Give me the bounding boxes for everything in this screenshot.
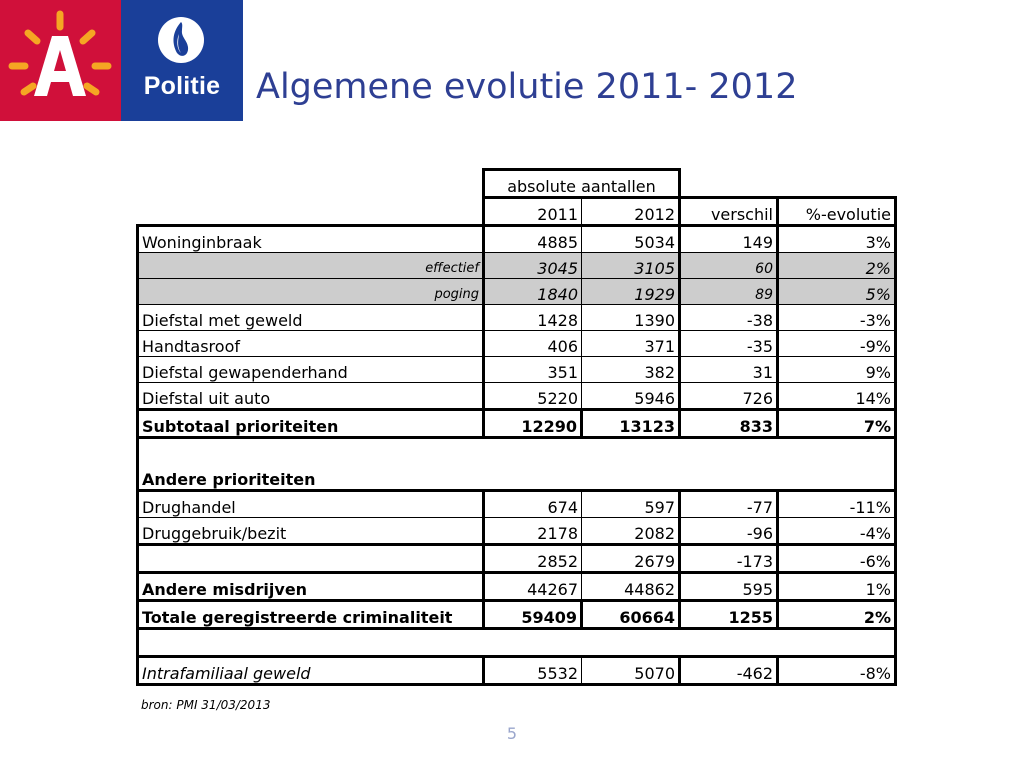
- cell-evolutie: -6%: [778, 545, 896, 573]
- row-label: Woninginbraak: [138, 226, 484, 253]
- cell-evolutie: 5%: [778, 279, 896, 305]
- col-2012: 2012: [582, 198, 680, 226]
- cell-2012: 60664: [582, 601, 680, 629]
- table-row: [138, 573, 896, 601]
- cell-2012: 5946: [582, 383, 680, 410]
- row-label: Handtasroof: [138, 331, 484, 357]
- cell-2011: 5532: [484, 657, 582, 685]
- row-label: Andere misdrijven: [138, 573, 484, 601]
- criminality-table: [136, 168, 897, 686]
- row-label: Druggebruik/bezit: [138, 518, 484, 545]
- section-header-row: [138, 438, 896, 491]
- cell-2011: 674: [484, 491, 582, 518]
- row-label: Diefstal uit auto: [138, 383, 484, 410]
- cell-2012: 2082: [582, 518, 680, 545]
- table-row: [138, 383, 896, 410]
- slide-title: Algemene evolutie 2011- 2012: [256, 67, 798, 107]
- cell-2011: 59409: [484, 601, 582, 629]
- section-header-andere-prioriteiten: Andere prioriteiten: [138, 438, 896, 491]
- row-label: poging: [138, 279, 484, 305]
- antwerpen-a-sun-icon: [0, 0, 121, 121]
- cell-2012: 3105: [582, 253, 680, 279]
- cell-2012: 5070: [582, 657, 680, 685]
- cell-2011: 2178: [484, 518, 582, 545]
- cell-verschil: -96: [680, 518, 778, 545]
- cell-2011: 2852: [484, 545, 582, 573]
- row-label: effectief: [138, 253, 484, 279]
- cell-2012: 1929: [582, 279, 680, 305]
- cell-verschil: 833: [680, 410, 778, 438]
- cell-verschil: -38: [680, 305, 778, 331]
- cell-2011: 406: [484, 331, 582, 357]
- cell-2011: 4885: [484, 226, 582, 253]
- cell-2011: 12290: [484, 410, 582, 438]
- column-header-row: [138, 198, 896, 226]
- group-header-absolute: absolute aantallen: [484, 170, 680, 198]
- cell-verschil: 595: [680, 573, 778, 601]
- cell-evolutie: 2%: [778, 601, 896, 629]
- cell-2012: 5034: [582, 226, 680, 253]
- cell-verschil: 60: [680, 253, 778, 279]
- row-label: [138, 545, 484, 573]
- cell-evolutie: 7%: [778, 410, 896, 438]
- table-row: [138, 491, 896, 518]
- cell-evolutie: 1%: [778, 573, 896, 601]
- row-label: Diefstal gewapenderhand: [138, 357, 484, 383]
- cell-verschil: 1255: [680, 601, 778, 629]
- cell-verschil: 149: [680, 226, 778, 253]
- table-row: [138, 518, 896, 545]
- cell-evolutie: 9%: [778, 357, 896, 383]
- table-row: [138, 331, 896, 357]
- cell-2012: 371: [582, 331, 680, 357]
- table-row: [138, 226, 896, 253]
- row-label: Totale geregistreerde criminaliteit: [138, 601, 484, 629]
- cell-2011: 3045: [484, 253, 582, 279]
- cell-evolutie: -11%: [778, 491, 896, 518]
- cell-2011: 5220: [484, 383, 582, 410]
- cell-2012: 382: [582, 357, 680, 383]
- cell-2011: 44267: [484, 573, 582, 601]
- cell-2012: 1390: [582, 305, 680, 331]
- cell-evolutie: -8%: [778, 657, 896, 685]
- cell-evolutie: -3%: [778, 305, 896, 331]
- cell-verschil: -173: [680, 545, 778, 573]
- cell-2011: 1428: [484, 305, 582, 331]
- cell-2011: 351: [484, 357, 582, 383]
- row-label: Diefstal met geweld: [138, 305, 484, 331]
- col-verschil: verschil: [680, 198, 778, 226]
- cell-2012: 2679: [582, 545, 680, 573]
- flame-icon: [121, 0, 243, 70]
- cell-evolutie: -9%: [778, 331, 896, 357]
- spacer-row: [138, 629, 896, 657]
- cell-verschil: 31: [680, 357, 778, 383]
- cell-verschil: -77: [680, 491, 778, 518]
- politie-label: Politie: [143, 72, 221, 100]
- cell-2012: 13123: [582, 410, 680, 438]
- table-row: [138, 279, 896, 305]
- page-number: 5: [506, 724, 518, 743]
- table-row: [138, 545, 896, 573]
- table-row: [138, 253, 896, 279]
- cell-verschil: 89: [680, 279, 778, 305]
- cell-evolutie: -4%: [778, 518, 896, 545]
- row-label: Intrafamiliaal geweld: [138, 657, 484, 685]
- politie-logo: [121, 0, 243, 121]
- empty-cell: [138, 629, 896, 657]
- cell-2012: 597: [582, 491, 680, 518]
- table-row: [138, 657, 896, 685]
- cell-evolutie: 14%: [778, 383, 896, 410]
- table-row: [138, 357, 896, 383]
- row-label: Subtotaal prioriteiten: [138, 410, 484, 438]
- cell-verschil: -35: [680, 331, 778, 357]
- cell-2012: 44862: [582, 573, 680, 601]
- cell-verschil: -462: [680, 657, 778, 685]
- col-2011: 2011: [484, 198, 582, 226]
- cell-verschil: 726: [680, 383, 778, 410]
- cell-evolutie: 3%: [778, 226, 896, 253]
- cell-evolutie: 2%: [778, 253, 896, 279]
- table-row: [138, 305, 896, 331]
- col-evolutie: %-evolutie: [778, 198, 896, 226]
- group-header-row: [138, 170, 896, 198]
- source-note: bron: PMI 31/03/2013: [141, 698, 271, 712]
- row-label: Drughandel: [138, 491, 484, 518]
- subtotal-row: [138, 410, 896, 438]
- antwerpen-logo: [0, 0, 121, 121]
- total-row: [138, 601, 896, 629]
- cell-2011: 1840: [484, 279, 582, 305]
